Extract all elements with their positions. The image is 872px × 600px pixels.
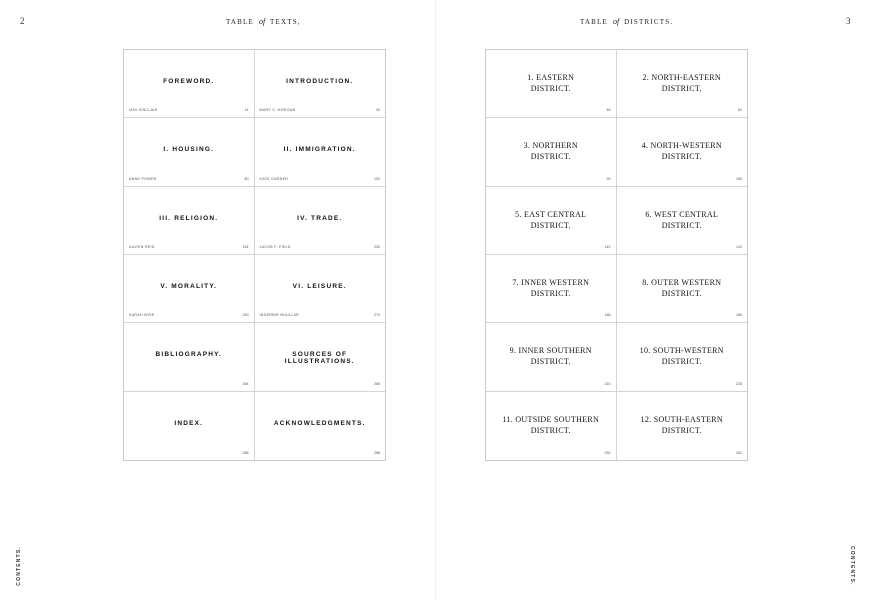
text-entry-sources-of-illustrations[interactable]	[255, 323, 386, 391]
text-entry-acknowledgments[interactable]	[255, 392, 386, 460]
district-entry-page: 46	[606, 108, 611, 113]
district-entry-northern[interactable]	[486, 118, 617, 186]
text-entry-page: 274	[374, 313, 380, 318]
text-entry-page: 285	[374, 381, 380, 386]
text-entry-title: IV. TRADE.	[297, 214, 343, 222]
left-page-number: 2	[20, 16, 25, 26]
district-entry-page: 186	[736, 313, 742, 318]
district-entry-east-central[interactable]	[486, 187, 617, 255]
right-running-head-of: of	[612, 17, 620, 26]
district-entry-south-eastern[interactable]	[617, 392, 748, 460]
text-entry-title: SOURCES OF ILLUSTRATIONS.	[284, 351, 355, 366]
text-entry-bibliography[interactable]	[124, 323, 255, 391]
district-entry-title-line1: 5. EAST CENTRAL	[515, 209, 587, 219]
district-entry-page: 142	[604, 245, 611, 249]
text-entry-author: AILEEN REID	[129, 245, 155, 249]
text-entry-page: 284	[242, 381, 249, 386]
district-entry-title-line1: 10. SOUTH-WESTERN	[639, 346, 724, 356]
district-entry-title-line2: DISTRICT.	[661, 289, 702, 298]
district-entry-page: 262	[736, 451, 742, 455]
right-running-head-pre: TABLE	[580, 18, 608, 26]
district-entry-title-line2: DISTRICT.	[530, 289, 571, 298]
district-entry-title-line2: DISTRICT.	[661, 425, 702, 435]
district-entry-title-line1: 7. INNER WESTERN	[512, 278, 590, 287]
text-entry-author: JACOB F. FIELD	[259, 245, 291, 249]
text-entry-author: ANNE POWER	[129, 176, 157, 181]
left-side-label: CONTENTS.	[16, 546, 22, 586]
district-entry-title	[623, 345, 742, 367]
left-running-head-pre: TABLE	[226, 18, 254, 26]
district-entry-title-line2: DISTRICT.	[530, 220, 571, 230]
district-entry-title-line1: 8. OUTER WESTERN	[642, 278, 722, 287]
table-of-texts	[123, 49, 386, 461]
text-entry-trade[interactable]	[255, 187, 386, 255]
district-entry-west-central[interactable]	[617, 187, 748, 255]
district-entry-eastern[interactable]	[486, 50, 617, 118]
text-entry-page: 154	[242, 245, 249, 249]
district-entry-page: 90	[606, 176, 611, 181]
text-entry-page: 80	[244, 176, 249, 181]
district-entry-title	[623, 140, 742, 162]
district-entry-page: 106	[736, 176, 742, 181]
text-entry-page: 232	[374, 245, 380, 249]
district-entry-title-line2: DISTRICT.	[530, 152, 571, 162]
district-entry-title-line1: 3. NORTHERN	[523, 141, 578, 151]
text-entry-page: 288	[374, 451, 380, 455]
district-entry-title-line2: DISTRICT.	[661, 84, 702, 93]
text-entry-leisure[interactable]	[255, 255, 386, 323]
text-entry-title: INTRODUCTION.	[286, 78, 354, 85]
district-entry-page: 250	[604, 451, 611, 455]
district-entry-title-line1: 2. NORTH-EASTERN	[642, 73, 722, 82]
right-running-head	[580, 17, 673, 26]
district-entry-north-eastern[interactable]	[617, 50, 748, 118]
district-entry-title	[492, 72, 610, 94]
district-entry-page: 186	[604, 313, 611, 318]
right-side-label: CONTENTS.	[849, 546, 855, 586]
district-entry-title	[623, 277, 742, 299]
text-entry-title: II. IMMIGRATION.	[283, 146, 356, 154]
district-entry-title	[492, 140, 610, 162]
page-gutter	[435, 0, 436, 600]
text-entry-foreword[interactable]	[124, 50, 255, 118]
text-entry-morality[interactable]	[124, 255, 255, 323]
right-page-number: 3	[846, 16, 851, 26]
text-entry-author: IAIN SINCLAIR	[129, 108, 158, 113]
text-entry-immigration[interactable]	[255, 118, 386, 186]
district-entry-title-line1: 11. OUTSIDE SOUTHERN	[502, 414, 600, 424]
district-entry-title	[492, 209, 610, 231]
text-entry-index[interactable]	[124, 392, 255, 460]
district-entry-outside-southern[interactable]	[486, 392, 617, 460]
text-entry-title: III. RELIGION.	[159, 214, 219, 222]
district-entry-title-line1: 1. EASTERN	[527, 73, 575, 82]
text-entry-page: 20	[376, 108, 380, 113]
district-entry-title-line1: 12. SOUTH-EASTERN	[640, 414, 723, 424]
district-entry-title	[492, 345, 610, 367]
left-running-head-post: TEXTS,	[270, 18, 301, 26]
text-entry-page: 286	[242, 451, 249, 455]
district-entry-title-line1: 9. INNER SOUTHERN	[509, 346, 592, 356]
district-entry-title-line2: DISTRICT.	[661, 220, 702, 230]
left-running-head	[226, 17, 301, 26]
district-entry-south-western[interactable]	[617, 323, 748, 391]
district-entry-outer-western[interactable]	[617, 255, 748, 323]
district-entry-title	[623, 209, 742, 231]
district-entry-page: 142	[736, 245, 742, 249]
text-entry-title: I. HOUSING.	[163, 146, 215, 154]
text-entry-title: BIBLIOGRAPHY.	[155, 351, 223, 359]
district-entry-inner-western[interactable]	[486, 255, 617, 323]
district-entry-title-line1: 6. WEST CENTRAL	[645, 209, 719, 219]
left-running-head-of: of	[258, 17, 266, 26]
text-entry-title: FOREWORD.	[163, 78, 215, 85]
text-entry-author: SARAH WISE	[129, 313, 155, 318]
text-entry-housing[interactable]	[124, 118, 255, 186]
district-entry-title-line1: 4. NORTH-WESTERN	[641, 141, 722, 151]
district-entry-title	[492, 414, 610, 436]
district-entry-title	[623, 414, 742, 436]
district-entry-title-line2: DISTRICT.	[661, 357, 702, 367]
district-entry-page: 210	[604, 381, 611, 386]
text-entry-title: INDEX.	[174, 419, 204, 427]
right-running-head-post: DISTRICTS.	[624, 18, 674, 26]
text-entry-title: ACKNOWLEDGMENTS.	[273, 419, 366, 427]
district-entry-title-line2: DISTRICT.	[530, 425, 571, 435]
district-entry-title-line2: DISTRICT.	[530, 84, 571, 93]
text-entry-introduction[interactable]	[255, 50, 386, 118]
text-entry-page: 240	[242, 313, 249, 318]
district-entry-title	[623, 72, 742, 94]
district-entry-inner-southern[interactable]	[486, 323, 617, 391]
table-of-districts	[485, 49, 748, 461]
text-entry-page: 14	[244, 108, 249, 113]
text-entry-author: INDERBIR BHULLAR	[259, 313, 300, 318]
district-entry-page: 62	[738, 108, 742, 113]
text-entry-author: MARY S. MORGAN	[259, 108, 296, 113]
text-entry-page: 102	[374, 176, 380, 181]
district-entry-title-line2: DISTRICT.	[661, 152, 702, 162]
district-entry-north-western[interactable]	[617, 118, 748, 186]
district-entry-page: 228	[736, 381, 742, 386]
text-entry-title: VI. LEISURE.	[292, 283, 347, 290]
text-entry-author: KATE GARNER	[259, 176, 289, 181]
text-entry-title: V. MORALITY.	[160, 283, 218, 290]
district-entry-title	[492, 277, 610, 299]
district-entry-title-line2: DISTRICT.	[530, 357, 571, 367]
text-entry-religion[interactable]	[124, 187, 255, 255]
